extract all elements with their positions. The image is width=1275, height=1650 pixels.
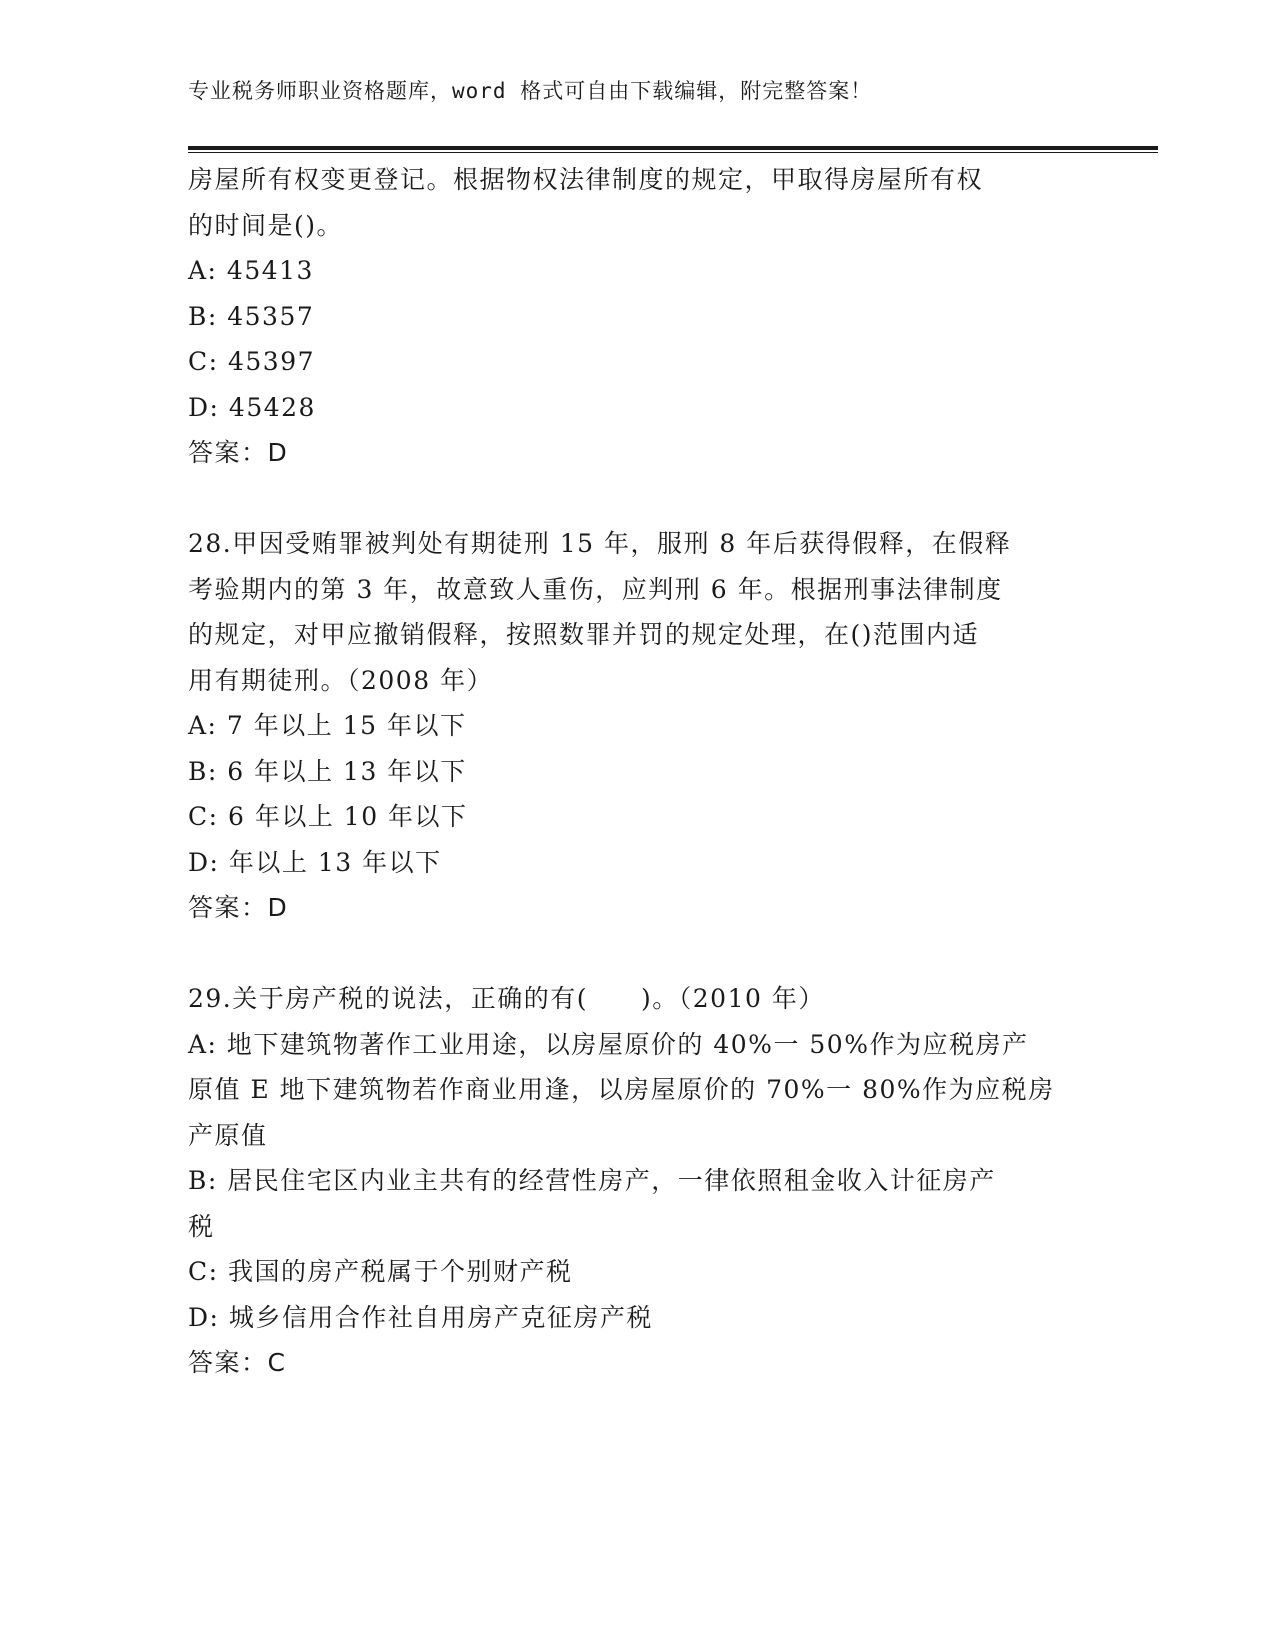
option-c: C: 45397 [188, 347, 316, 376]
header-divider-thick [188, 146, 1158, 150]
option-a-line: 产原值 [188, 1120, 268, 1150]
question-27 [188, 157, 1088, 476]
header-divider [188, 146, 1158, 154]
question-stem-line: 用有期徒刑。（2008 年） [188, 665, 494, 695]
question-stem-line: 28.甲因受贿罪被判处有期徒刑 15 年，服刑 8 年后获得假释，在假释 [188, 529, 1012, 558]
spacer [188, 476, 1088, 522]
option-a-line: 原值 E 地下建筑物若作商业用逢，以房屋原价的 70%一 80%作为应税房 [188, 1075, 1055, 1104]
option-b-line: 税 [188, 1211, 215, 1241]
option-a-line: A: 地下建筑物著作工业用途，以房屋原价的 40%一 50%作为应税房产 [188, 1029, 1029, 1059]
question-stem-line: 的时间是()。 [188, 210, 344, 240]
spacer [188, 931, 1088, 977]
option-b-line: B: 居民住宅区内业主共有的经营性房产，一律依照租金收入计征房产 [188, 1166, 996, 1195]
header-divider-thin [188, 152, 1158, 153]
question-stem-line: 考验期内的第 3 年，故意致人重伤，应判刑 6 年。根据刑事法律制度 [188, 574, 1003, 604]
option-b: B: 45357 [188, 301, 315, 331]
option-d: D: 年以上 13 年以下 [188, 847, 442, 877]
option-c: C: 6 年以上 10 年以下 [188, 802, 468, 831]
option-a: A: 7 年以上 15 年以下 [188, 711, 467, 740]
option-d: D: 城乡信用合作社自用房产克征房产税 [188, 1302, 653, 1332]
page-header-text: 专业税务师职业资格题库，word 格式可自由下载编辑，附完整答案！ [188, 79, 873, 103]
question-29 [188, 976, 1088, 1386]
option-d: D: 45428 [188, 392, 316, 422]
answer-line: 答案：D [188, 893, 289, 922]
question-stem-line: 的规定，对甲应撤销假释，按照数罪并罚的规定处理，在()范围内适 [188, 620, 980, 649]
option-c: C: 我国的房产税属于个别财产税 [188, 1257, 573, 1286]
question-stem-line: 房屋所有权变更登记。根据物权法律制度的规定，甲取得房屋所有权 [188, 165, 984, 194]
question-28 [188, 521, 1088, 931]
question-stem-line: 29.关于房产税的说法，正确的有( )。（2010 年） [188, 984, 825, 1013]
answer-line: 答案：D [188, 438, 289, 467]
question-content [188, 157, 1088, 1386]
answer-line: 答案：C [188, 1348, 287, 1377]
option-a: A: 45413 [188, 256, 314, 285]
option-b: B: 6 年以上 13 年以下 [188, 756, 467, 786]
